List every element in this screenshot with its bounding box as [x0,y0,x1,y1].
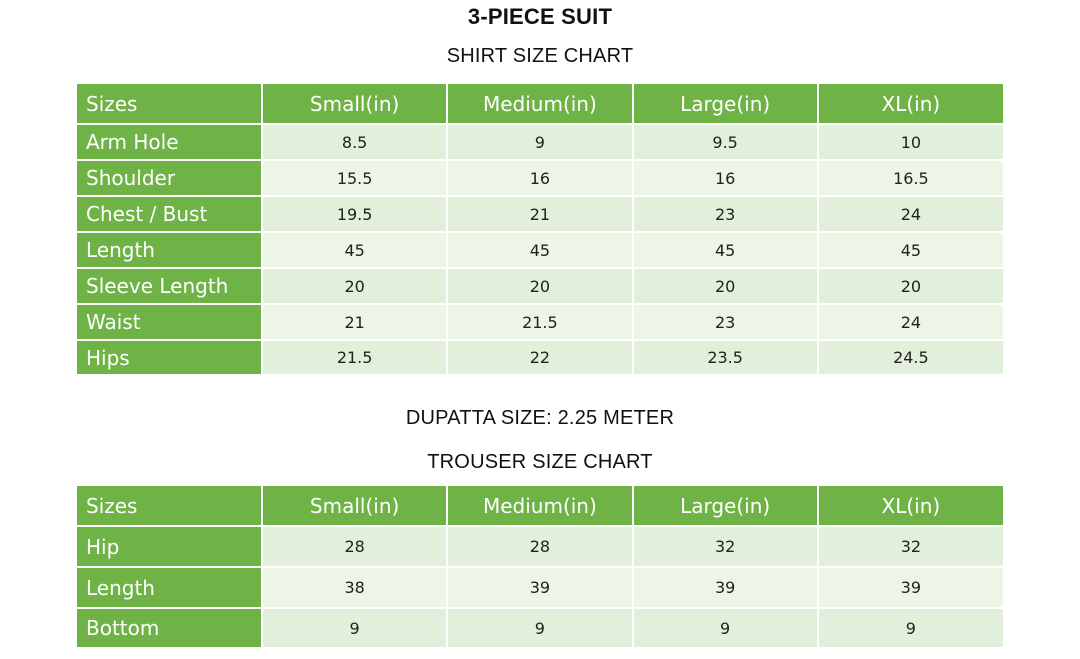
dupatta-size-label: DUPATTA SIZE: [405,407,552,429]
table-cell: 10 [818,124,1003,160]
table-cell: 9 [818,608,1003,647]
table-row [77,232,1003,268]
table-row [77,124,1003,160]
table-cell: 24 [818,304,1003,340]
table-cell: 19.5 [262,196,447,232]
table-row [77,196,1003,232]
table-cell: 21.5 [262,340,447,374]
dupatta-size-value: 2.25 METER [557,407,675,429]
table-cell: 16.5 [818,160,1003,196]
table-row [77,340,1003,374]
table-cell: 8.5 [262,124,447,160]
row-label: Waist [77,304,262,340]
table-cell: 9 [447,608,632,647]
table-cell: 16 [633,160,818,196]
column-header-large: Large(in) [633,84,818,124]
table-cell: 28 [262,526,447,567]
dupatta-size-line [0,407,1080,430]
table-header-row [77,84,1003,124]
table-cell: 28 [447,526,632,567]
table-cell: 21 [447,196,632,232]
table-cell: 32 [633,526,818,567]
table-cell: 9.5 [633,124,818,160]
table-cell: 9 [447,124,632,160]
column-header-xl: XL(in) [818,486,1003,526]
table-cell: 20 [818,268,1003,304]
table-cell: 9 [633,608,818,647]
row-label: Hips [77,340,262,374]
table-cell: 15.5 [262,160,447,196]
table-cell: 23 [633,304,818,340]
page-title: 3-PIECE SUIT [467,4,613,29]
table-row [77,567,1003,608]
table-row [77,526,1003,567]
row-label: Length [77,232,262,268]
table-cell: 39 [447,567,632,608]
table-cell: 20 [447,268,632,304]
table-cell: 21.5 [447,304,632,340]
row-label: Shoulder [77,160,262,196]
row-label: Sleeve Length [77,268,262,304]
table-cell: 24.5 [818,340,1003,374]
table-cell: 32 [818,526,1003,567]
row-label: Arm Hole [77,124,262,160]
row-label: Hip [77,526,262,567]
table-cell: 45 [818,232,1003,268]
row-label: Length [77,567,262,608]
table-cell: 39 [633,567,818,608]
table-cell: 9 [262,608,447,647]
table-cell: 20 [633,268,818,304]
table-header-row [77,486,1003,526]
table-row [77,304,1003,340]
table-cell: 45 [447,232,632,268]
row-label: Bottom [77,608,262,647]
table-cell: 38 [262,567,447,608]
table-cell: 21 [262,304,447,340]
shirt-size-table [77,84,1003,374]
table-cell: 23.5 [633,340,818,374]
trouser-size-chart-heading: TROUSER SIZE CHART [427,451,653,473]
column-header-medium: Medium(in) [447,84,632,124]
trouser-size-table [77,486,1003,647]
table-cell: 16 [447,160,632,196]
table-row [77,160,1003,196]
column-header-large: Large(in) [633,486,818,526]
table-row [77,268,1003,304]
table-cell: 45 [633,232,818,268]
column-header-small: Small(in) [262,84,447,124]
column-header-medium: Medium(in) [447,486,632,526]
shirt-size-chart-heading: SHIRT SIZE CHART [446,45,634,67]
column-header-small: Small(in) [262,486,447,526]
table-row [77,608,1003,647]
table-cell: 45 [262,232,447,268]
column-header-sizes: Sizes [77,486,262,526]
column-header-sizes: Sizes [77,84,262,124]
table-cell: 23 [633,196,818,232]
row-label: Chest / Bust [77,196,262,232]
table-cell: 39 [818,567,1003,608]
table-cell: 24 [818,196,1003,232]
table-cell: 20 [262,268,447,304]
table-cell: 22 [447,340,632,374]
column-header-xl: XL(in) [818,84,1003,124]
